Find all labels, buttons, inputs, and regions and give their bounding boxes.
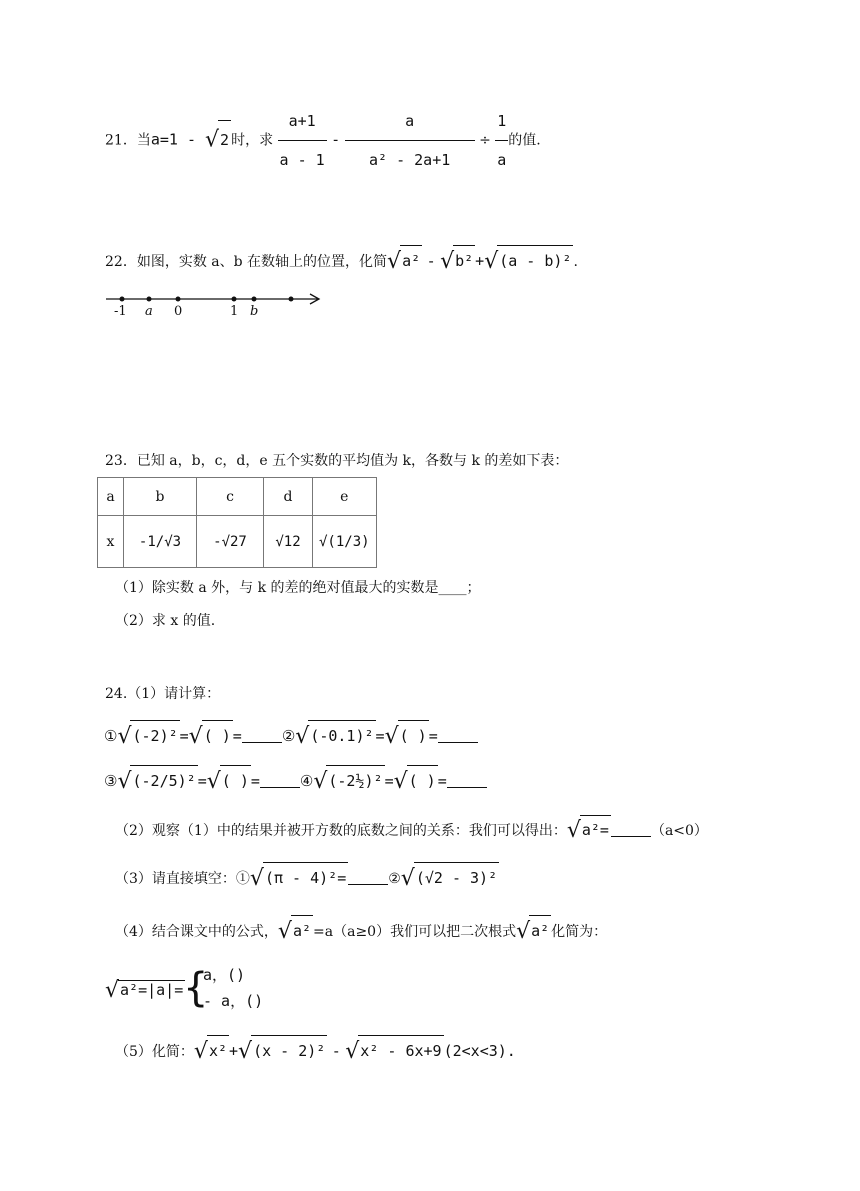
q24-p3-expr-2: (√2 - 3)²	[414, 862, 499, 893]
q24-row-2	[104, 765, 487, 797]
question-22	[105, 245, 578, 277]
q24-expr-2: (-0.1)²	[308, 720, 375, 751]
q24-p5-expr-2: (x - 2)²	[251, 1035, 327, 1066]
sqrt-icon: √	[440, 249, 455, 274]
answer-paren[interactable]: ( )	[202, 720, 233, 751]
q21-fraction-3: $\frac{1}{a}$	[495, 102, 508, 179]
sqrt-icon: √	[249, 866, 264, 891]
q22-expr-2: b²	[453, 245, 475, 276]
label-a: a	[145, 304, 153, 319]
case-lhs: a²=|a|=	[120, 981, 184, 999]
sqrt-icon: √	[206, 769, 221, 794]
equals: =	[197, 772, 207, 790]
table-cell: c	[197, 478, 264, 516]
table-cell: √12	[264, 516, 313, 568]
q24-part-5: （5）化简：√x² +√(x - 2)² - √x² - 6x+9 (2<x<3).	[115, 1035, 516, 1067]
q21-divide: ÷	[479, 132, 491, 149]
equals: =	[232, 727, 242, 745]
q24-p4-end: 化简为：	[551, 924, 608, 940]
circle-1: ①	[104, 727, 118, 745]
question-21	[105, 102, 541, 169]
point-a	[147, 297, 152, 302]
answer-blank[interactable]	[348, 870, 388, 885]
equals: =	[428, 727, 438, 745]
q22-minus: -	[426, 252, 436, 270]
q24-p5-text: （5）化简：	[115, 1044, 194, 1060]
q22-expr-1: a²	[400, 245, 422, 276]
label-0: 0	[174, 304, 183, 319]
equals: =	[437, 772, 447, 790]
q24-p4-expr: a²	[291, 915, 313, 946]
q24-p4-expr-2: a²	[529, 915, 551, 946]
sqrt-icon: √	[238, 1039, 253, 1064]
sqrt-icon: √	[117, 724, 132, 749]
q24-title: 24.（1）请计算：	[105, 686, 221, 702]
q24-part-4	[115, 915, 607, 947]
q21-fraction-1: $\frac{a+1}{a - 1}$	[278, 102, 327, 179]
q24-expr-4: (-2½)²	[326, 765, 384, 796]
circle-4: ④	[299, 772, 314, 790]
sqrt-icon: √	[566, 818, 581, 843]
sqrt-icon: √	[193, 1039, 208, 1064]
q24-p5-expr-1: x²	[207, 1035, 229, 1066]
table-cell: x	[98, 516, 124, 568]
answer-paren[interactable]: ( )	[407, 765, 438, 796]
q22-end: .	[573, 254, 578, 270]
table-cell: √(1/3)	[313, 516, 377, 568]
q21-prefix: 当	[136, 132, 151, 149]
label-minus-1: -1	[114, 304, 127, 319]
q21-cond-radicand: 2	[218, 120, 231, 159]
q22-expr-3: (a - b)²	[497, 245, 573, 276]
table-cell: -1/√3	[124, 516, 197, 568]
brace-icon: {	[183, 965, 209, 1011]
sqrt-icon: √	[393, 769, 408, 794]
table-row	[98, 478, 377, 516]
answer-paren[interactable]: ( )	[398, 720, 429, 751]
sqrt-icon: √	[384, 724, 399, 749]
sqrt-icon: √	[516, 919, 531, 944]
circle-2: ②	[281, 727, 296, 745]
case-2: - a，()	[203, 992, 264, 1010]
sqrt-icon: √	[313, 769, 328, 794]
sqrt-icon: √	[277, 919, 292, 944]
equals: =	[250, 772, 260, 790]
q24-p2-cond: （a<0）	[650, 823, 708, 839]
sqrt-icon: √	[345, 1039, 360, 1064]
q24-expr-3: (-2/5)²	[130, 765, 197, 796]
sqrt-icon: √	[387, 249, 402, 274]
q21-minus: -	[331, 130, 341, 149]
answer-blank[interactable]	[242, 728, 282, 743]
q24-p4-mid: =a（a≥0）我们可以把二次根式	[313, 924, 517, 940]
sqrt-icon: √	[117, 769, 132, 794]
q24-expr-1: (-2)²	[130, 720, 179, 751]
q21-fraction-2: $\frac{a}{\text{a² - 2a+1}}$	[345, 102, 475, 179]
label-1: 1	[230, 304, 239, 319]
q24-p3-text: （3）请直接填空：①	[115, 871, 250, 887]
point-b	[252, 297, 257, 302]
q24-p2-expr: a²=	[580, 815, 611, 844]
table-cell: -√27	[197, 516, 264, 568]
q23-table	[97, 477, 377, 568]
q24-p5-minus: -	[331, 1042, 341, 1060]
q24-p3-expr-1: (π - 4)²=	[263, 862, 348, 893]
table-cell: b	[124, 478, 197, 516]
equals: =	[384, 772, 394, 790]
answer-blank[interactable]	[611, 822, 651, 837]
table-cell: a	[98, 478, 124, 516]
q23-part-1: （1）除实数 a 外，与 k 的差的绝对值最大的实数是____；	[115, 580, 481, 596]
answer-blank[interactable]	[438, 728, 478, 743]
circle-2: ②	[388, 871, 401, 887]
case-1: a，()	[203, 966, 246, 984]
sqrt-icon: √	[400, 866, 415, 891]
number-line	[100, 288, 330, 328]
equals: =	[179, 727, 189, 745]
answer-blank[interactable]	[260, 773, 300, 788]
q22-plus: +	[475, 252, 485, 270]
answer-blank[interactable]	[447, 773, 487, 788]
q24-part-3	[115, 862, 499, 894]
circle-3: ③	[104, 772, 118, 790]
point-0	[176, 297, 181, 302]
sqrt-icon: √	[295, 724, 310, 749]
q21-number: 21．	[105, 132, 137, 149]
answer-paren[interactable]: ( )	[220, 765, 251, 796]
q24-p5-expr-3: x² - 6x+9	[358, 1035, 443, 1066]
point-minus-1	[120, 297, 125, 302]
q21-suffix: 的值.	[508, 132, 541, 149]
q21-condition: a=1 -	[150, 130, 206, 149]
table-cell: d	[264, 478, 313, 516]
q23-part-2: （2）求 x 的值.	[115, 613, 216, 629]
table-row	[98, 516, 377, 568]
point-1	[232, 297, 237, 302]
sqrt-icon: √	[205, 127, 220, 153]
q24-part-2	[115, 815, 708, 845]
label-b: b	[250, 304, 259, 319]
equals: =	[375, 727, 385, 745]
sqrt-icon: √	[105, 978, 120, 1003]
sqrt-icon: √	[484, 249, 499, 274]
q23-text: 23．已知 a，b，c，d，e 五个实数的平均值为 k，各数与 k 的差如下表：	[105, 453, 569, 469]
table-cell: e	[313, 478, 377, 516]
q21-cond-after: 时，求	[231, 132, 274, 149]
sqrt-icon: √	[188, 724, 203, 749]
q24-row-1	[104, 720, 478, 752]
q24-p2-text: （2）观察（1）中的结果并被开方数的底数之间的关系：我们可以得出：	[115, 823, 567, 839]
q22-text: 22．如图，实数 a、b 在数轴上的位置，化简	[105, 254, 388, 270]
point-extra	[289, 297, 294, 302]
q24-p5-cond: (2<x<3).	[443, 1042, 516, 1060]
q24-p4-text: （4）结合课文中的公式，	[115, 924, 278, 940]
